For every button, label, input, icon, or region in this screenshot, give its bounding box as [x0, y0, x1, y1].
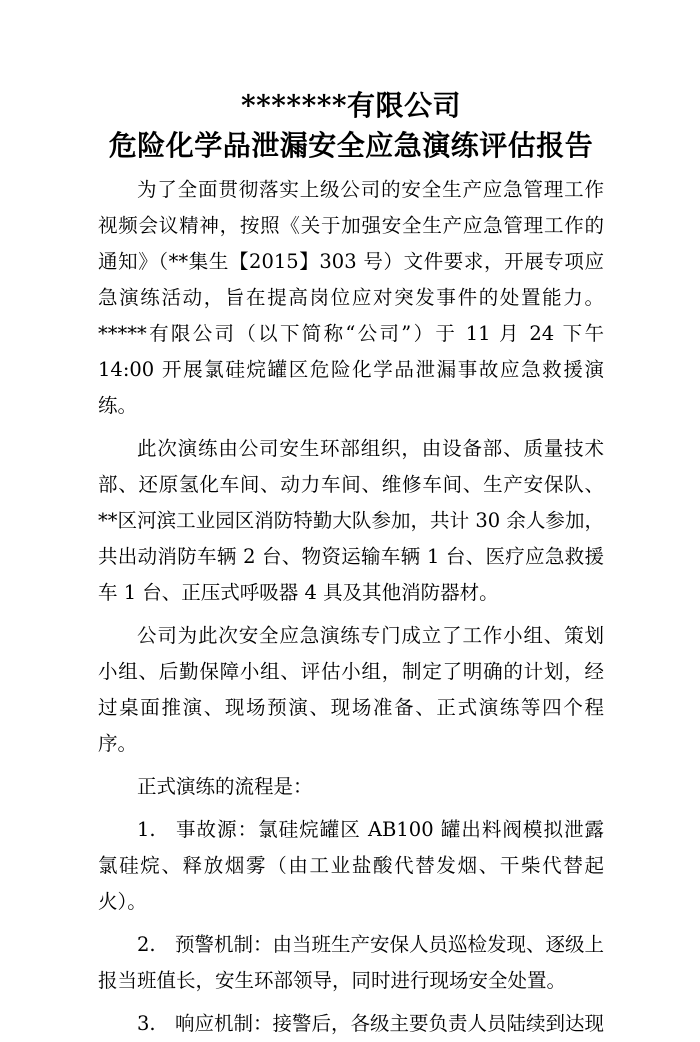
list-item [98, 927, 604, 999]
list-item-text: 响应机制：接警后，各级主要负责人员陆续到达现 [175, 1012, 605, 1035]
list-item [98, 1006, 604, 1042]
list-item-text: 事故源：氯硅烷罐区 AB100 罐出料阀模拟泄露氯硅烷、释放烟雾（由工业盐酸代替发烟、干柴代替起火）。 [98, 818, 604, 913]
company-title: *******有限公司 [241, 89, 461, 122]
list-item [98, 812, 604, 920]
list-item-number: 2. [137, 933, 156, 956]
paragraph-process-heading: 正式演练的流程是： [137, 775, 313, 798]
paragraph-intro: 为了全面贯彻落实上级公司的安全生产应急管理工作视频会议精神，按照《关于加强安全生产应急管理工作的通知》（**集生【2015】303 号）文件要求，开展专项应急演练活动，旨在提高岗位应对突发事件的处置能力。*****有限公司（以下简称“公司”）于 11 月 24 下午 14:00 开展氯硅烷罐区危险化学品泄漏事故应急救援演练。 [98, 178, 604, 417]
paragraph-organization: 公司为此次安全应急演练专门成立了工作小组、策划小组、后勤保障小组、评估小组，制定了明确的计划，经过桌面推演、现场预演、现场准备、正式演练等四个程序。 [98, 624, 604, 755]
list-item-text: 预警机制：由当班生产安保人员巡检发现、逐级上报当班值长，安生环部领导，同时进行现场安全处置。 [98, 933, 605, 992]
list-item-number: 3. [137, 1012, 156, 1035]
paragraph-participants: 此次演练由公司安生环部组织，由设备部、质量技术部、还原氢化车间、动力车间、维修车间、生产安保队、**区河滨工业园区消防特勤大队参加，共计 30 余人参加，共出动消防车辆 2 台、物资运输车辆 1 台、医疗应急救援车 1 台、正压式呼吸器 4 具及其他消防器材。 [98, 437, 604, 604]
list-item-number: 1. [137, 818, 156, 841]
report-title: 危险化学品泄漏安全应急演练评估报告 [108, 129, 594, 162]
document-body [98, 172, 604, 1042]
